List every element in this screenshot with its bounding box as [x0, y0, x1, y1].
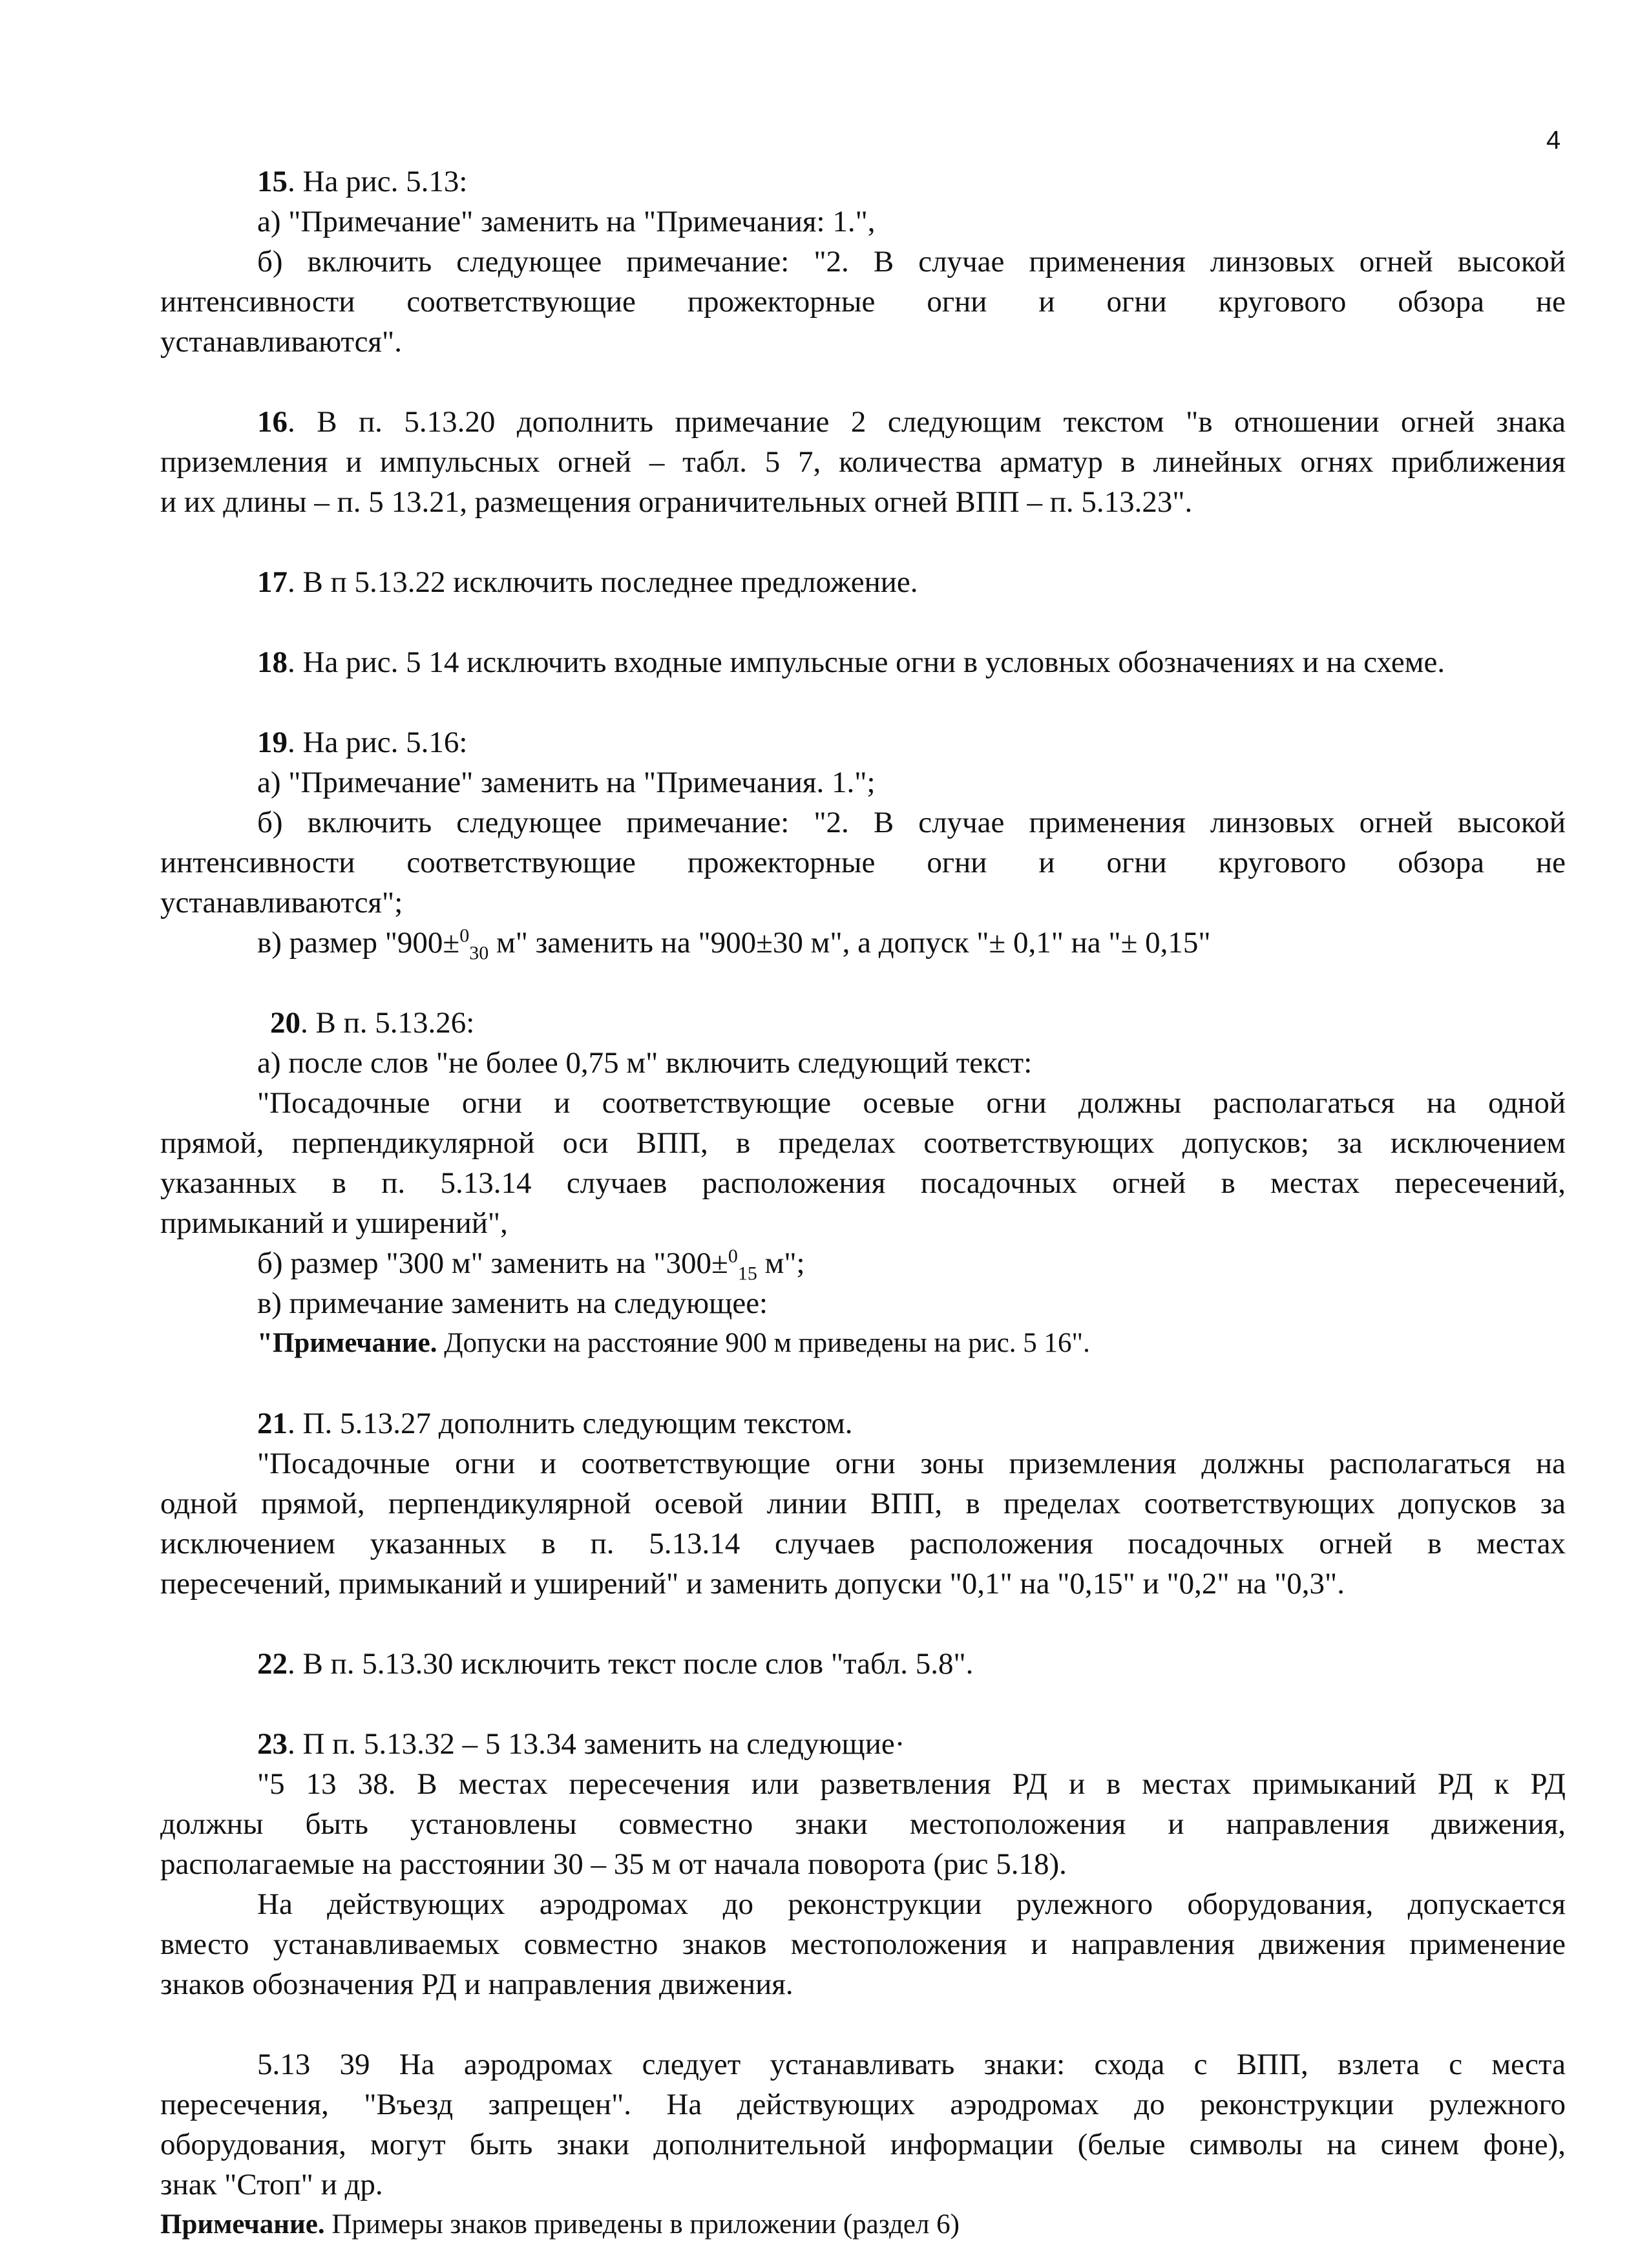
line-text: а) "Примечание" заменить на "Примечания. 1.";: [257, 766, 876, 799]
item-number: 15: [257, 165, 288, 198]
item-23: [160, 1724, 1566, 2004]
line-text: . В п. 5.13.30 исключить текст после слов "табл. 5.8".: [288, 1647, 974, 1681]
item-number: 16: [257, 405, 288, 439]
text-line: [160, 202, 1566, 242]
text-line: [160, 1083, 1566, 1123]
paragraph-gap: [160, 963, 1566, 1003]
line-text: . П. 5.13.27 дополнить следующим текстом.: [288, 1407, 853, 1440]
line-text: . В п. 5.13.20 дополнить примечание 2 следующим текстом "в отношении огней знака: [288, 405, 1566, 439]
text-line: [160, 2044, 1566, 2084]
paragraph-gap: [160, 1363, 1566, 1403]
line-text: На действующих аэродромах до реконструкции рулежного оборудования, допускается: [257, 1887, 1566, 1921]
item-15: [160, 162, 1566, 362]
item-5-13-39: [160, 2044, 1566, 2245]
text-line: [160, 762, 1566, 803]
line-text: вместо устанавливаемых совместно знаков местоположения и направления движения применение: [160, 1927, 1566, 1961]
text-line: [160, 883, 1566, 923]
line-text: б) включить следующее примечание: "2. В случае применения линзовых огней высокой: [257, 245, 1566, 278]
text-line: [160, 162, 1566, 202]
text-line: [160, 642, 1566, 682]
line-text: интенсивности соответствующие прожекторные огни и огни кругового обзора не: [160, 846, 1566, 879]
tolerance-upper: 0: [728, 1245, 738, 1267]
text-line: [160, 803, 1566, 843]
line-text: приземления и импульсных огней – табл. 5 7, количества арматур в линейных огнях приближения: [160, 445, 1566, 479]
tolerance-upper: 0: [459, 925, 470, 947]
line-text: прямой, перпендикулярной оси ВПП, в пределах соответствующих допусков; за исключением: [160, 1126, 1566, 1160]
text-line: [160, 1403, 1566, 1444]
paragraph-gap: [160, 1684, 1566, 1724]
line-text: располагаемые на расстоянии 30 – 35 м от начала поворота (рис 5.18).: [160, 1847, 1067, 1881]
line-text: знак "Стоп" и др.: [160, 2168, 383, 2201]
line-text: "Посадочные огни и соответствующие огни зоны приземления должны располагаться на: [257, 1447, 1566, 1480]
page-number: 4: [1546, 126, 1561, 154]
text-line: [160, 1844, 1566, 1884]
text-line: [160, 1884, 1566, 1924]
line-text: 5.13 39 На аэродромах следует устанавливать знаки: схода с ВПП, взлета с места: [257, 2048, 1566, 2081]
note-line: [160, 2205, 1566, 2245]
line-text: устанавливаются".: [160, 325, 402, 359]
item-21: [160, 1403, 1566, 1604]
item-20: [160, 1003, 1566, 1363]
line-text: знаков обозначения РД и направления движения.: [160, 1968, 793, 2001]
text-line: [160, 1964, 1566, 2004]
text-line: [160, 1003, 1566, 1043]
paragraph-gap: [160, 522, 1566, 562]
line-text: указанных в п. 5.13.14 случаев расположения посадочных огней в местах пересечений,: [160, 1166, 1566, 1200]
line-text: примыканий и уширений",: [160, 1206, 508, 1240]
tolerance-lower: 30: [469, 942, 489, 964]
text-line: [160, 1804, 1566, 1844]
text-line: [160, 1764, 1566, 1804]
text-line: [160, 1564, 1566, 1604]
item-19: [160, 722, 1566, 963]
text-line: [160, 1123, 1566, 1163]
line-text: . На рис. 5.16:: [288, 726, 468, 759]
line-text: . В п. 5.13.26:: [300, 1006, 475, 1040]
paragraph-gap: [160, 362, 1566, 402]
note-text: Примеры знаков приведены в приложении (раздел 6): [324, 2209, 960, 2240]
line-text: исключением указанных в п. 5.13.14 случаев расположения посадочных огней в местах: [160, 1527, 1566, 1560]
document-body: [160, 162, 1566, 2245]
tolerance-line: [160, 923, 1566, 963]
paragraph-gap: [160, 2004, 1566, 2044]
text-line: [160, 843, 1566, 883]
text-line: [160, 242, 1566, 282]
line-text: . В п 5.13.22 исключить последнее предложение.: [288, 565, 918, 599]
line-text: интенсивности соответствующие прожекторные огни и огни кругового обзора не: [160, 285, 1566, 319]
text-line: [160, 2084, 1566, 2125]
note-label: Примечание.: [160, 2209, 325, 2240]
text-line: [160, 402, 1566, 442]
line-text: м";: [757, 1246, 805, 1280]
text-line: [160, 322, 1566, 362]
text-line: [160, 1924, 1566, 1964]
note-label: "Примечание.: [257, 1328, 437, 1358]
line-text: а) "Примечание" заменить на "Примечания: 1.",: [257, 205, 876, 238]
text-line: [160, 2125, 1566, 2165]
text-line: [160, 1203, 1566, 1243]
text-line: [160, 722, 1566, 762]
item-number: 21: [257, 1407, 288, 1440]
line-text: оборудования, могут быть знаки дополнительной информации (белые символы на синем фоне),: [160, 2128, 1566, 2161]
text-line: [160, 442, 1566, 482]
text-line: [160, 1484, 1566, 1524]
line-text: б) размер "300 м" заменить на "300±: [257, 1246, 728, 1280]
line-text: . П п. 5.13.32 – 5 13.34 заменить на следующие·: [288, 1727, 905, 1761]
note-text: Допуски на расстояние 900 м приведены на рис. 5 16".: [437, 1328, 1090, 1358]
line-text: в) размер "900±: [257, 926, 460, 960]
text-line: [160, 482, 1566, 522]
text-line: [160, 1444, 1566, 1484]
text-line: [160, 1724, 1566, 1764]
line-text: а) после слов "не более 0,75 м" включить следующий текст:: [257, 1046, 1033, 1080]
line-text: б) включить следующее примечание: "2. В случае применения линзовых огней высокой: [257, 806, 1566, 839]
line-text: . На рис. 5 14 исключить входные импульсные огни в условных обозначениях и на схеме.: [288, 646, 1445, 679]
line-text: пересечения, "Въезд запрещен". На действующих аэродромах до реконструкции рулежного: [160, 2088, 1566, 2121]
item-number: 17: [257, 565, 288, 599]
line-text: должны быть установлены совместно знаки местоположения и направления движения,: [160, 1807, 1566, 1841]
text-line: в) примечание заменить на следующее:: [257, 1286, 768, 1320]
item-16: [160, 402, 1566, 522]
text-line: [160, 2165, 1566, 2205]
text-line: [160, 1043, 1566, 1083]
item-18: [160, 642, 1566, 682]
tolerance-lower: 15: [737, 1263, 757, 1285]
line-text: одной прямой, перпендикулярной осевой линии ВПП, в пределах соответствующих допусков за: [160, 1487, 1566, 1520]
text-line: [160, 282, 1566, 322]
item-number: 18: [257, 646, 288, 679]
item-22: [160, 1644, 1566, 1684]
text-line: [160, 562, 1566, 602]
paragraph-gap: [160, 1604, 1566, 1644]
line-text: "5 13 38. В местах пересечения или разветвления РД и в местах примыканий РД к РД: [257, 1767, 1566, 1801]
text-line: [160, 1163, 1566, 1203]
item-number: 22: [257, 1647, 288, 1681]
item-17: [160, 562, 1566, 602]
item-number: 23: [257, 1727, 288, 1761]
line-text: пересечений, примыканий и уширений" и заменить допуски "0,1" на "0,15" и "0,2" на "0,3".: [160, 1567, 1345, 1601]
line-text: м" заменить на "900±30 м", а допуск "± 0,1" на "± 0,15": [488, 926, 1211, 960]
line-text: . На рис. 5.13:: [288, 165, 468, 198]
note-line: [160, 1323, 1566, 1363]
paragraph-gap: [160, 602, 1566, 642]
text-line: [160, 1644, 1566, 1684]
line-text: и их длины – п. 5 13.21, размещения ограничительных огней ВПП – п. 5.13.23".: [160, 485, 1193, 519]
text-line: [160, 1524, 1566, 1564]
line-text: "Посадочные огни и соответствующие осевые огни должны располагаться на одной: [257, 1086, 1566, 1120]
item-number: 20: [270, 1006, 300, 1040]
item-number: 19: [257, 726, 288, 759]
line-text: устанавливаются";: [160, 886, 403, 919]
paragraph-gap: [160, 682, 1566, 722]
tolerance-line: [160, 1243, 1566, 1283]
